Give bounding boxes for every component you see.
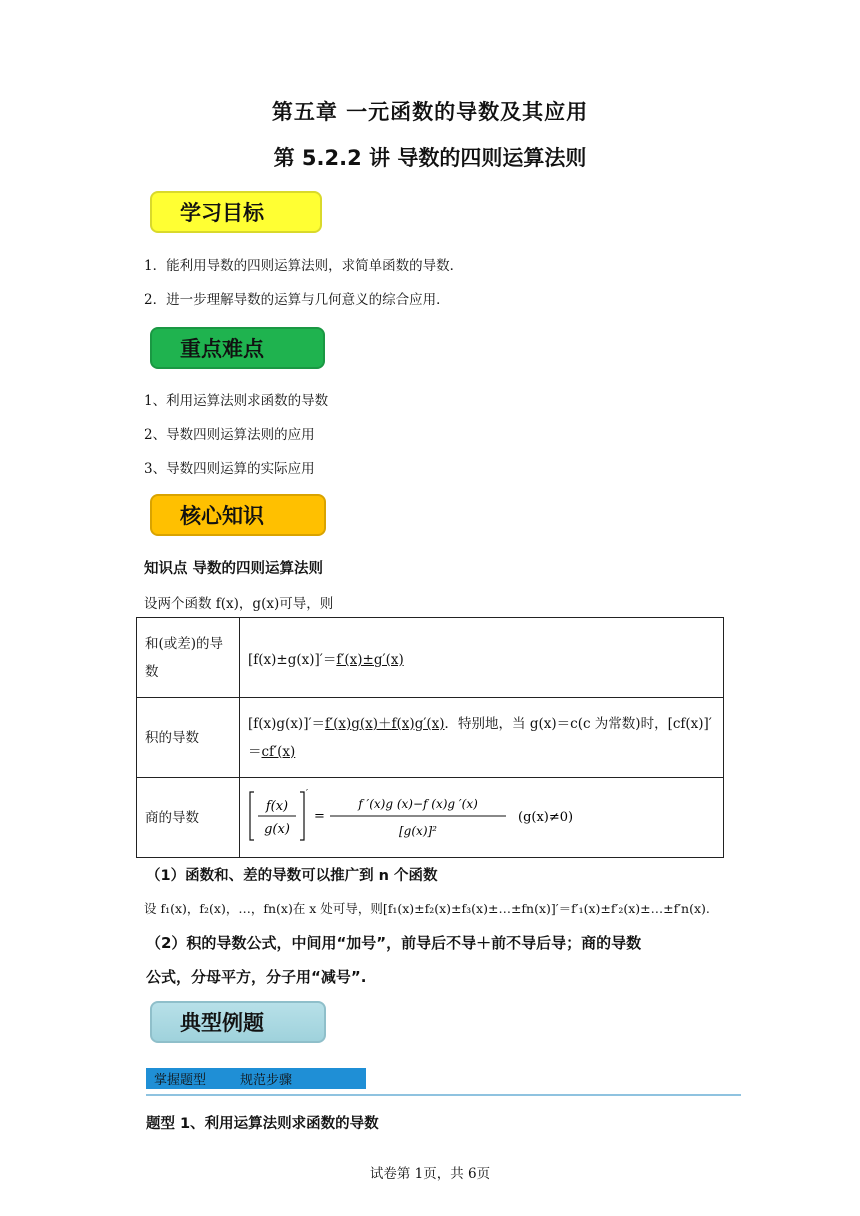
table-row xyxy=(137,698,724,778)
derivative-rules-table xyxy=(136,617,724,858)
note-1-detail: 设 f₁(x)，f₂(x)，…，fn(x)在 x 处可导，则[f₁(x)±f₂(x)±f₃(x)±…±fn(x)]′＝f′₁(x)±f′₂(x)±…±f′n(x). xyxy=(144,901,710,916)
chapter-title: 第五章 一元函数的导数及其应用 xyxy=(271,100,589,124)
section-divider xyxy=(146,1094,741,1096)
svg-text:=: = xyxy=(314,808,325,824)
product-rule-formula xyxy=(240,698,724,778)
sum-rule-prefix: [f(x)±g(x)]′＝ xyxy=(248,651,337,668)
lesson-title: 第 5.2.2 讲 导数的四则运算法则 xyxy=(273,146,587,170)
product-rule-answer: f′(x)g(x)＋f(x)g′(x) xyxy=(325,715,445,732)
sum-rule-label: 和(或差)的导数 xyxy=(137,618,240,698)
type-1-title: 题型 1、利用运算法则求函数的导数 xyxy=(146,1116,379,1132)
table-row xyxy=(137,618,724,698)
note-2-line-1: （2）积的导数公式，中间用“加号”，前导后不导＋前不导后导；商的导数 xyxy=(146,934,642,952)
product-rule-note2-prefix: ＝ xyxy=(248,743,262,760)
goal-item-1: 1．能利用导数的四则运算法则，求简单函数的导数． xyxy=(144,258,464,274)
tag-master-types: 掌握题型 xyxy=(154,1073,207,1088)
quotient-rule-label: 商的导数 xyxy=(137,778,240,858)
quotient-lhs-numerator: f(x) xyxy=(265,798,289,814)
core-knowledge-banner: 核心知识 xyxy=(150,494,326,536)
key-point-1: 1、利用运算法则求函数的导数 xyxy=(144,393,329,409)
quotient-condition: (g(x)≠0) xyxy=(518,809,574,825)
examples-banner: 典型例题 xyxy=(150,1001,326,1043)
examples-tag-bar xyxy=(146,1068,366,1089)
page-footer: 试卷第 1页，共 6页 xyxy=(369,1166,491,1182)
constant-multiple-answer: cf′(x) xyxy=(261,743,296,760)
key-point-3: 3、导数四则运算的实际应用 xyxy=(144,461,315,477)
key-points-banner: 重点难点 xyxy=(150,327,325,369)
quotient-rhs-denominator: [g(x)]² xyxy=(399,823,437,838)
knowledge-title: 知识点 导数的四则运算法则 xyxy=(144,561,324,577)
product-rule-note: ．特别地，当 g(x)＝c(c 为常数)时，[cf(x)]′ xyxy=(444,715,712,732)
quotient-rhs-numerator: f ′(x)g (x)−f (x)g ′(x) xyxy=(358,796,478,811)
product-rule-prefix: [f(x)g(x)]′＝ xyxy=(248,715,326,732)
quotient-rule-formula xyxy=(240,778,724,858)
goals-banner: 学习目标 xyxy=(150,191,322,233)
tag-standard-steps: 规范步骤 xyxy=(240,1073,293,1088)
goal-item-2: 2．进一步理解导数的运算与几何意义的综合应用． xyxy=(144,292,450,308)
table-row xyxy=(137,778,724,858)
note-2-line-2: 公式，分母平方，分子用“减号”. xyxy=(146,968,367,986)
knowledge-intro: 设两个函数 f(x)，g(x)可导，则 xyxy=(144,596,334,612)
note-1: （1）函数和、差的导数可以推广到 n 个函数 xyxy=(146,868,438,884)
sum-rule-formula xyxy=(240,618,724,698)
sum-rule-answer: f′(x)±g′(x) xyxy=(336,651,404,668)
quotient-formula-graphic xyxy=(248,788,608,844)
quotient-lhs-denominator: g(x) xyxy=(264,821,290,837)
svg-text:′: ′ xyxy=(306,788,309,799)
product-rule-label: 积的导数 xyxy=(137,698,240,778)
key-point-2: 2、导数四则运算法则的应用 xyxy=(144,427,315,443)
